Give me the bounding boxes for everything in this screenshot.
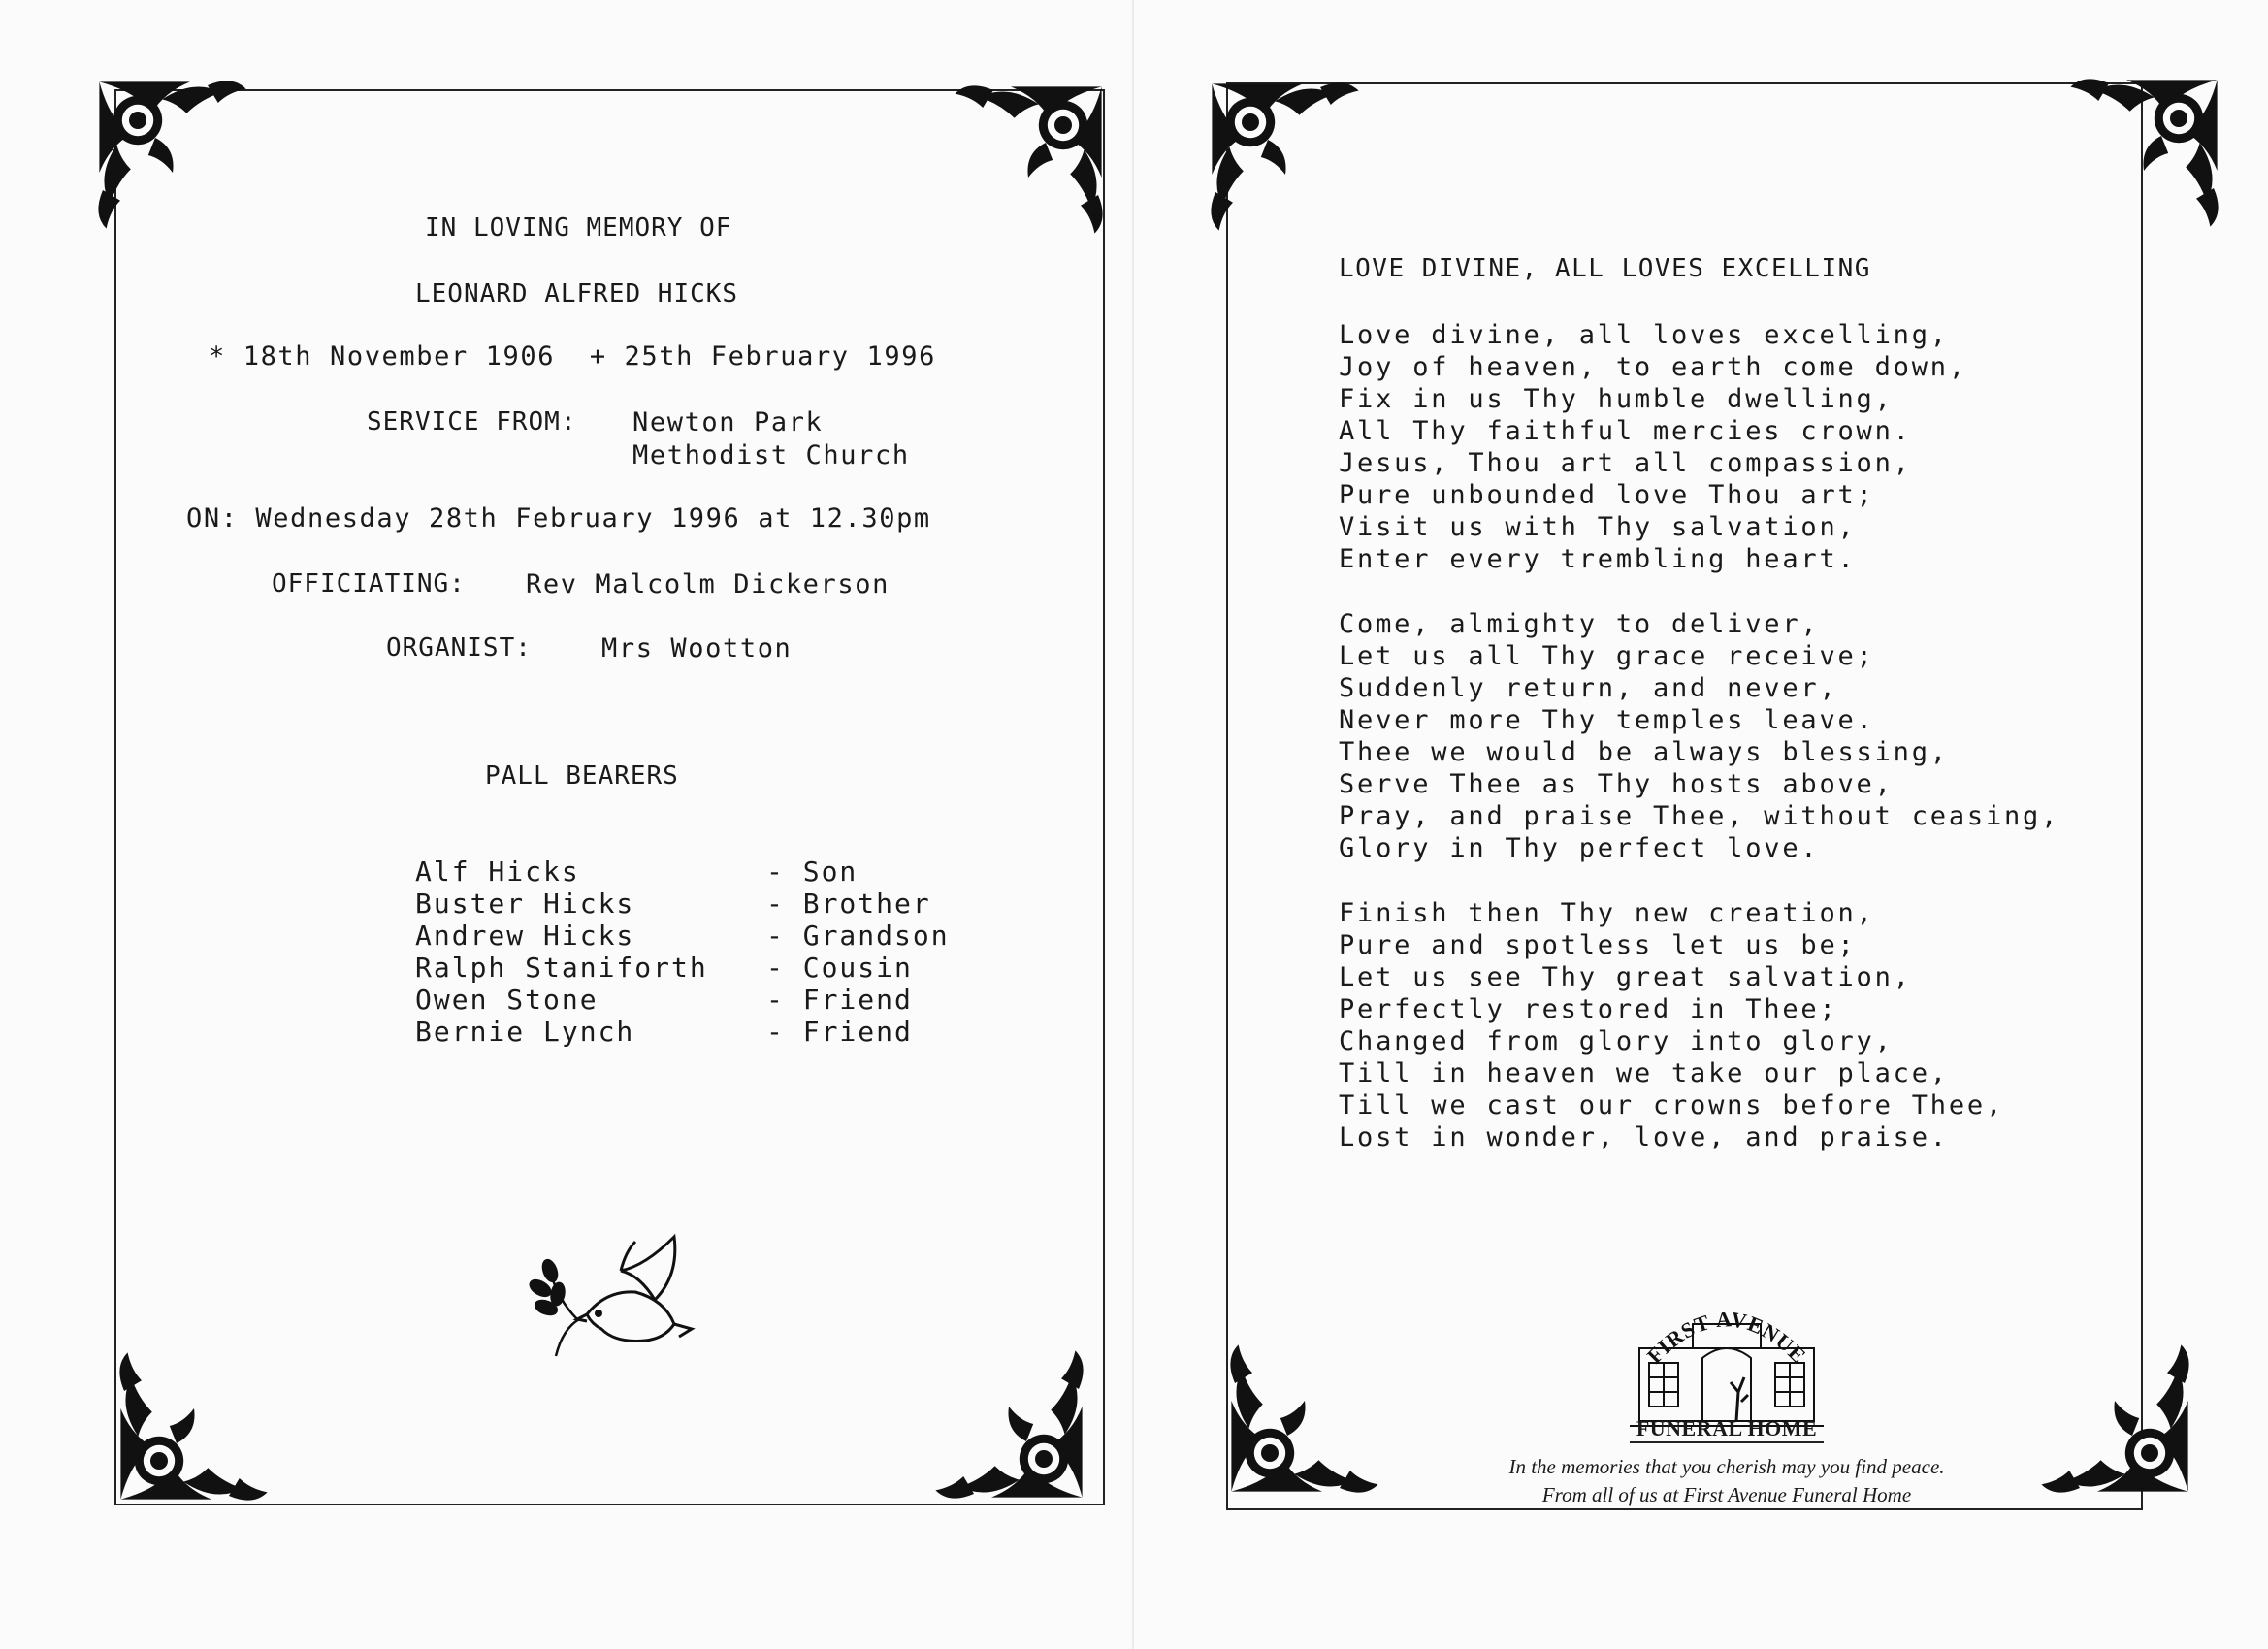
logo-label: FUNERAL HOME — [1636, 1416, 1818, 1440]
svg-text:FIRST AVENUE — [1642, 1307, 1811, 1368]
service-date-line: ON: Wednesday 28th February 1996 at 12.30pm — [186, 503, 931, 534]
pall-bearer-name: Ralph Staniforth — [415, 952, 708, 984]
pall-bearer-name: Owen Stone — [415, 984, 599, 1016]
corner-ornament-icon — [85, 68, 260, 242]
deceased-name: LEONARD ALFRED HICKS — [415, 279, 739, 308]
corner-ornament-icon — [922, 1337, 1096, 1511]
pall-bearer-name: Andrew Hicks — [415, 920, 635, 952]
logo-underline — [1630, 1441, 1824, 1443]
pall-bearer-relation: - Cousin — [766, 952, 913, 984]
hymn-line: Love divine, all loves excelling, — [1339, 320, 1949, 350]
officiating-label: OFFICIATING: — [272, 569, 466, 598]
corner-ornament-icon — [941, 73, 1116, 247]
hymn-line: Let us all Thy grace receive; — [1339, 641, 1875, 671]
service-place-line1: Newton Park — [632, 407, 824, 437]
service-place-line2: Methodist Church — [632, 440, 910, 470]
organist-value: Mrs Wootton — [601, 633, 793, 663]
organist-label: ORGANIST: — [386, 633, 532, 663]
life-dates: * 18th November 1906 + 25th February 1996 — [209, 341, 936, 372]
corner-ornament-icon — [107, 1339, 281, 1513]
pall-bearer-name: Buster Hicks — [415, 888, 635, 920]
pall-bearer-name: Alf Hicks — [415, 856, 580, 888]
hymn-line: Visit us with Thy salvation, — [1339, 512, 1857, 542]
corner-ornament-icon — [1217, 1331, 1392, 1505]
pall-bearer-name: Bernie Lynch — [415, 1016, 635, 1048]
hymn-line: Till in heaven we take our place, — [1339, 1058, 1949, 1088]
hymn-line: Till we cast our crowns before Thee, — [1339, 1090, 2004, 1120]
hymn-line: Pray, and praise Thee, without ceasing, — [1339, 801, 2060, 831]
tagline-line2: From all of us at First Avenue Funeral Home — [1541, 1483, 1912, 1506]
pall-bearer-relation: - Brother — [766, 888, 931, 920]
pall-bearers-heading: PALL BEARERS — [485, 761, 679, 791]
pall-bearer-relation: - Grandson — [766, 920, 950, 952]
officiating-value: Rev Malcolm Dickerson — [526, 569, 890, 599]
corner-ornament-icon — [2057, 66, 2231, 241]
hymn-line: Joy of heaven, to earth come down, — [1339, 352, 1967, 382]
hymn-line: Serve Thee as Thy hosts above, — [1339, 769, 1894, 799]
hymn-line: Let us see Thy great salvation, — [1339, 962, 1912, 992]
hymn-line: Pure and spotless let us be; — [1339, 930, 1857, 960]
tagline-line1: In the memories that you cherish may you find peace. — [1508, 1455, 1945, 1478]
hymn-line: Thee we would be always blessing, — [1339, 737, 1949, 767]
hymn-line: Jesus, Thou art all compassion, — [1339, 448, 1912, 478]
hymn-line: All Thy faithful mercies crown. — [1339, 416, 1912, 446]
pall-bearer-relation: - Friend — [766, 984, 913, 1016]
service-label: SERVICE FROM: — [367, 407, 577, 436]
hymn-line: Never more Thy temples leave. — [1339, 705, 1875, 735]
hymn-line: Come, almighty to deliver, — [1339, 609, 1820, 639]
pall-bearer-relation: - Son — [766, 856, 859, 888]
hymn-title: LOVE DIVINE, ALL LOVES EXCELLING — [1339, 254, 1871, 283]
hymn-line: Changed from glory into glory, — [1339, 1026, 1894, 1056]
hymn-line: Pure unbounded love Thou art; — [1339, 480, 1875, 510]
hymn-line: Finish then Thy new creation, — [1339, 898, 1875, 928]
dove-icon — [529, 1232, 698, 1363]
memorial-heading: IN LOVING MEMORY OF — [425, 213, 732, 242]
corner-ornament-icon — [1198, 70, 1373, 244]
hymn-line: Perfectly restored in Thee; — [1339, 994, 1838, 1024]
logo-arch-text: FIRST AVENUE — [1641, 1307, 1812, 1369]
hymn-line: Glory in Thy perfect love. — [1339, 833, 1820, 863]
hymn-line: Enter every trembling heart. — [1339, 544, 1857, 574]
hymn-line: Lost in wonder, love, and praise. — [1339, 1122, 1949, 1152]
pall-bearer-relation: - Friend — [766, 1016, 913, 1048]
hymn-line: Fix in us Thy humble dwelling, — [1339, 384, 1894, 414]
hymn-line: Suddenly return, and never, — [1339, 673, 1838, 703]
corner-ornament-icon — [2027, 1331, 2202, 1505]
